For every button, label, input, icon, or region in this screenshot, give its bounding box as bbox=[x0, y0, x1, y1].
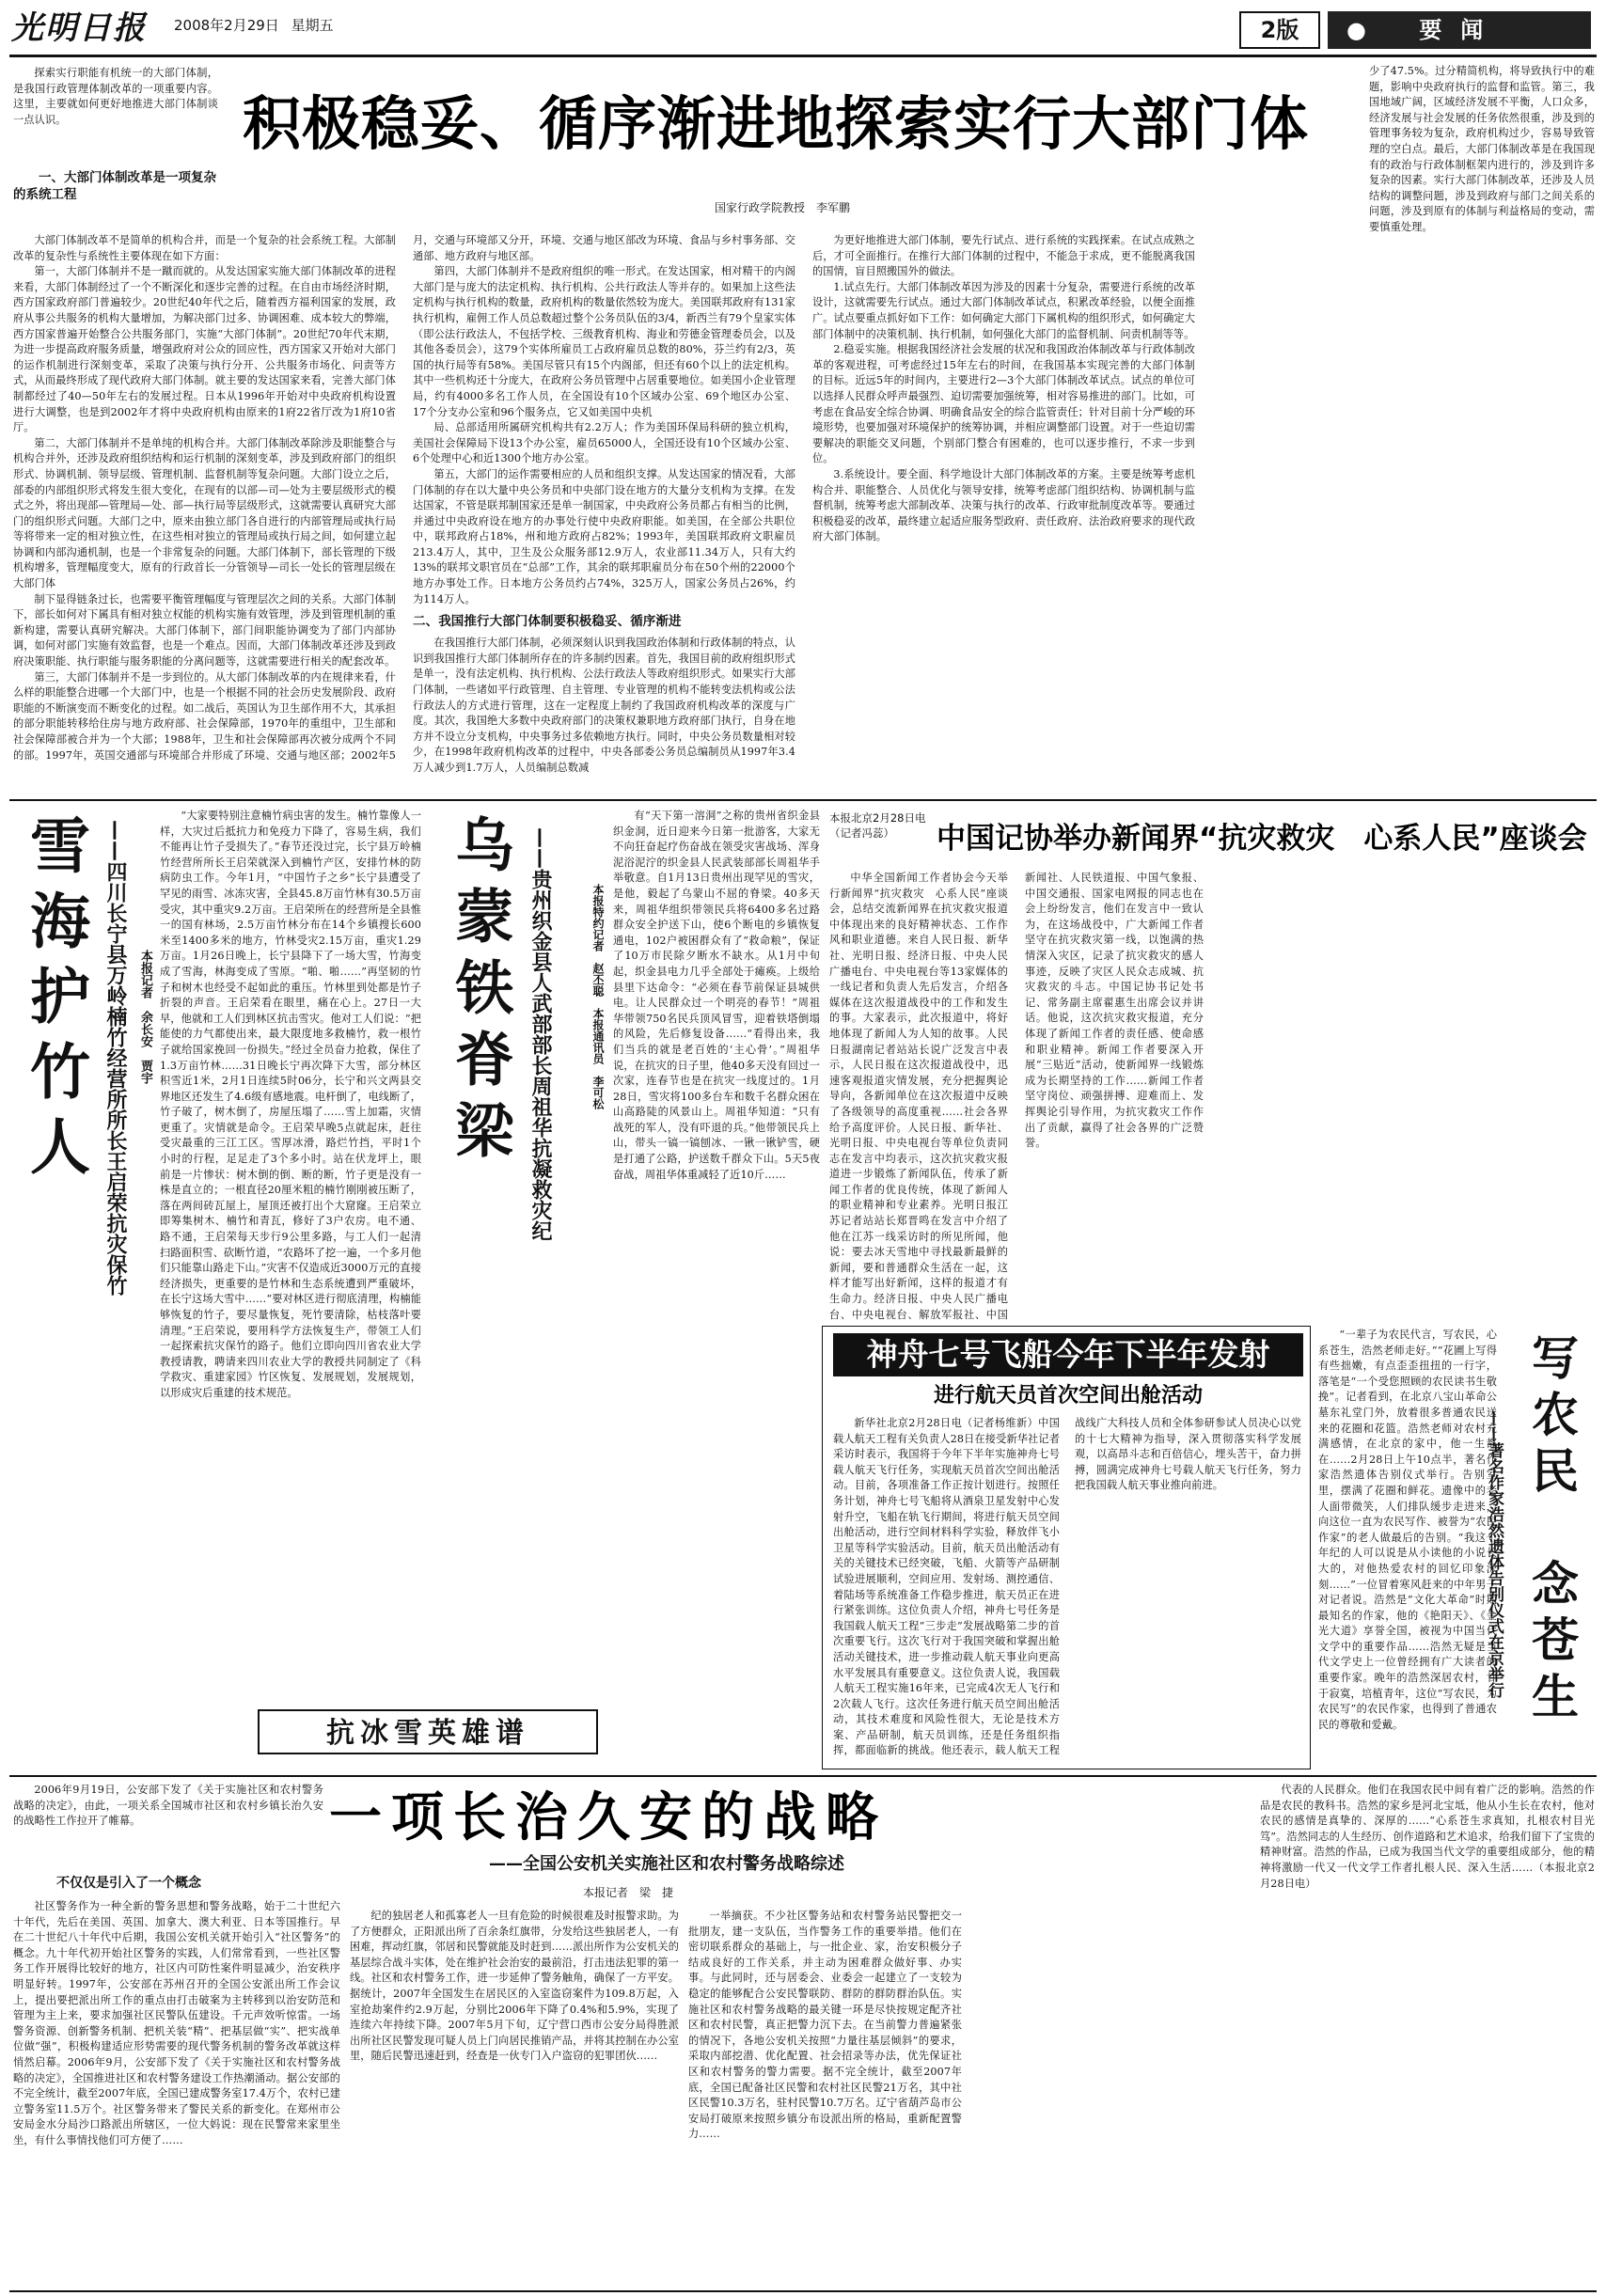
section-name: 要闻 bbox=[1419, 17, 1503, 43]
police-right-columns bbox=[688, 1909, 1251, 2288]
peasant-article-title: 写农民 念苍生 bbox=[1524, 1333, 1579, 1728]
issue-weekday: 星期五 bbox=[291, 17, 334, 34]
snow-article-byline: 本报记者 余长安 贾宇 bbox=[138, 950, 152, 1084]
lead-para: 3.系统设计。要全面、科学地设计大部门体制改革的方案。主要是统筹考虑机构合并、职能整合、人员优化与领导安排，统筹考虑部门组织结构、协调机制与监督机制，统筹考虑大部制改革、决策与执行的改革、行政审批制度改革等。要通过积极稳妥的改革，最终建立起适应服务型政府、责任政府、法治政府要求的现代政府大部门体制。 bbox=[812, 467, 1195, 543]
issue-date bbox=[174, 15, 381, 38]
meeting-article-body: 中华全国新闻工作者协会今天举行新闻界“抗灾救灾 心系人民”座谈会，总结交流新闻界在抗灾救灾报道中体现出来的良好精神状态、工作作风和职业道德。来自人民日报、新华社、光明日报、经济日报、中央人民广播电台、中央电视台等13家媒体的一线记者和负责人先后发言，介绍各媒体在这次报道战役中的工作和发生的事。大家表示，此次报道中，将好地体现了新闻人为人知的故事。人民日报湖南记者站站长说广泛发言中表示，人民日报在这次报道战役中，迅速客观报道灾情发展，充分把握舆论导向，各新闻单位在这次报道中反映了各级领导的高度重视……社会各界给予高度评价。人民日报、新华社、光明日报、中央电视台等单位负责同志在发言中均表示，这次抗灾救灾报道进一步锻炼了新闻队伍，传承了新闻工作者的优良传统，体现了新闻人的职业精神和专业素养。光明日报江苏记者站站长郑晋鸣在发言中介绍了他在江苏一线采访时的所见所闻，他说：要去冰天雪地中寻找最新最鲜的新闻，要和普通群众生活在一起，这样才能写出好新闻，这样的报道才有生命力。经济日报、中央人民广播电台、中央电视台、解放军报社、中国新闻社、人民铁道报、中国气象报、中国交通报、国家电网报的同志也在会上纷纷发言，他们在发言中一致认为，在这场战役中，广大新闻工作者坚守在抗灾救灾第一线，以饱满的热情深入灾区，记录了抗灾救灾的感人事迹，反映了灾区人民众志成城、抗灾救灾的斗志。中国记协书记处书记、常务副主席翟惠生出席会议并讲话。他说，这次抗灾救灾报道，充分体现了新闻工作者的责任感、使命感和职业精神。新闻工作者要深入开展“三贴近”活动，使新闻界一线锻炼成为长期坚持的工作……新闻工作者坚守岗位、顽强拼搏、迎难而上、发挥舆论引导作用，为抗灾救灾工作作出了贡献，赢得了社会各界的广泛赞誉。 bbox=[829, 872, 1204, 1321]
lead-para: 制下显得链条过长，也需要平衡管理幅度与管理层次之间的关系。大部门体制下，部长如何对下属具有相对独立权能的机构实施有效管理，涉及到管理机制的重新构建，需要认真研究解决。大部门体制下，部门间职能协调变为了部门内部协调，如何对部门实施有效监督，也是一个难点。因而，大部门体制改革还涉及到政府决策职能、执行职能与服务职能的分离问题等，这就需要进行相关的配套改革。 bbox=[13, 592, 396, 668]
lead-intro: 探索实行职能有机统一的大部门体制，是我国行政管理体制改革的一项重要内容。这里，主要就如何更好地推进大部门体制谈一点认识。 bbox=[13, 67, 218, 126]
wumeng-article-byline: 本报特约记者 赵丕聪 本报通讯员 李可松 bbox=[591, 884, 605, 1109]
wumeng-article-body: 有“天下第一溶洞”之称的贵州省织金县织金洞，近日迎来今日第一批游客，大家无不向狂奋起疗伤奋战在领受灾害战场、浑身泥浴泥泞的织金县人民武装部部长周祖华手举敬意。自1月13日贵州出现罕见的雪灾，是他，毅起了乌蒙山不屈的脊梁。40多天来，周祖华组织带领民兵将6400多名过路群众安全护送下山，使6个断电的乡镇恢复通电，102户被困群众有了“救命粮”，保证了10万市民除夕断水不缺水。从1月中旬起，织金县电力几乎全部处于瘫痪。上级给县里下达命令：“必须在春节前保证县城供电。让人民群众过一个明亮的春节！”周祖华带领750名民兵顶风冒雪，迎着铁塔倒塌的风险，先后修复设备……“看得出来，我们当兵的就是老百姓的‘主心骨’。”周祖华说，在抗灾的日子里，他40多天没有回过一次家，连春节也是在抗灾一线度过的。1月28日，雪灾将100多台车和数千名群众困在山高路陡的风景山上。周祖华知道：“只有战死的军人，没有吓退的兵。”他带领民兵上山，带头一镐一镐刨冰、一锹一锹铲雪，硬是打通了公路，护送数千群众下山。5天5夜奋战，周祖华体重减轻了近10斤…… bbox=[613, 810, 820, 1181]
lead-byline: 国家行政学院教授 李军鹏 bbox=[715, 201, 851, 214]
lead-subhead-2: 二、我国推行大部门体制要积极稳妥、循序渐进 bbox=[413, 614, 682, 630]
lead-col-top-right: 少了47.5%。过分精简机构，将导致执行中的难题，影响中央政府执行的监督和监管。第三，我国地域广阔，区域经济发展不平衡，人口众多，经济发展与社会发展的任务依然很重，涉及到的管理事务较为复杂，政府机构过少，容易导致管理的空白点。最后，大部门体制改革是在我国现有的政治与行政体制框架内进行的，涉及到许多复杂的因素。实行大部门体制改革，还涉及人员结构的调整问题，涉及到政府与部门之间关系的问题，涉及到原有的体制与利益格局的变动，需要慎重处理。 bbox=[1369, 65, 1595, 233]
lead-para: 为更好地推进大部门体制，要先行试点、进行系统的实践探索。在试点成熟之后，才可全面推行。在推行大部门体制的过程中，不能急于求成，更不能脱离我国的国情，盲目照搬国外的做法。 bbox=[812, 234, 1195, 278]
lead-subhead-1: 一、大部门体制改革是一项复杂的系统工程 bbox=[13, 170, 216, 202]
snow-article-subtitle: ——四川长宁县万岭楠竹经营所所长王启荣抗灾保竹 bbox=[103, 820, 127, 1296]
police-headline: 一项长治久安的战略 bbox=[329, 1786, 888, 1848]
wumeng-article-title: 乌蒙铁脊梁 bbox=[446, 814, 514, 1172]
masthead-rule bbox=[9, 55, 1597, 57]
lead-para: 第五，大部门的运作需要相应的人员和组织支撑。从发达国家的情况看，大部门体制的存在以大量中央公务员和中央部门设在地方的大量分支机构为支撑。在发达国家，不管是联邦制国家还是单一制国家，中央政府公务员都占有相当的比例，并通过中央政府设在地方的办事处行使中央政府职能。如美国，在全部公共职位中，联邦政府占18%，州和地方政府占82%；1993年，美国联邦政府文职雇员213.4万人，其中，卫生及公众服务部12.9万人，农业部11.34万人，只有大约13%的联邦文职官员在“总部”工作，其余的联邦职雇员分布在50个州的22000个地方办事处工作。日本地方公务员约占74%，325万人，国家公务员占26%，约为114万人。 bbox=[413, 467, 795, 605]
page-number: 2版 bbox=[1239, 11, 1320, 49]
lead-para: 1.试点先行。大部门体制改革因为涉及的因素十分复杂，需要进行系统的改革设计，这就需要先行试点。通过大部门体制改革试点，积累改革经验，以便全面推广。试点要重点抓好如下工作：如何确定大部门下属机构的组织形式，如何确定大部门体制中的决策机制、执行机制，如何强化大部门的监督机制、问责机制等等。 bbox=[812, 280, 1195, 340]
police-text-3-p: 一举摘获。不少社区警务站和农村警务站民警把交一批朋友，建一支队伍，当作警务工作的重要举措。他们在密切联系群众的基础上，与一批企业、家，治安积极分子结成良好的工作关系，并主动为困难群众做好事、办实事。与此同时，还与居委会、业委会一起建立了一支较为稳定的能够配合公安民警联防、群防的群防群治队伍。实施社区和农村警务战略的最关键一环是尽快按规定配齐社区和农村民警，真正把警力沉下去。在当前警力普遍紧张的情况下，各地公安机关按照“力量往基层倾斜”的要求，采取内部挖潜、优化配置、社会招录等办法，优先保证社区和农村警务的警力需要。据不完全统计，截至2007年底，全国已配备社区民警和农村社区民警21万名，其中社区民警10.3万名，驻村民警10.7万名。辽宁省葫芦岛市公安局打破原来按照乡镇分布设派出所的格局，重新配置警力…… bbox=[688, 1910, 962, 2141]
police-text-2-a: 纪的独居老人和孤寡老人一旦有危险的时候很难及时报警求助。为了方便群众，正阳派出所了百余条红旗带，分发给这些独居老人，一有困难，挥动红旗，邻居和民警就能及时赶到……派出所作为公安机关的基层综合战斗实体，处在维护社会治安的最前沿，打击违法犯罪的第一线。社区和农村警务工作，进一步延伸了警务触角，确保了一方平安。据统计，2007年全国发生在居民区的入室盗窃案件为109.8万起，入室抢劫案件约2.9万起，分别比2006年下降了0.4%和5.9%，实现了连续六年持续下降。2007年5月下旬，辽宁营口西市公安分局得胜派出所社区民警发现可疑人员上门向居民推销产品，并将其控制在办公室里，随后民警迅速赶到，经查是一伙专门入户盗窃的犯罪团伙…… bbox=[350, 1910, 679, 2063]
police-byline: 本报记者 梁 捷 bbox=[583, 1886, 674, 1899]
shenzhou-article-body: 新华社北京2月28日电（记者杨维新）中国载人航天工程有关负责人28日在接受新华社记者采访时表示，我国将于今年下半年实施神舟七号载人航天飞行任务，实现航天员首次空间出舱活动。目前，各项准备工作正按计划进行。按照任务计划，神舟七号飞船将从酒泉卫星发射中心发射升空，飞船在轨飞行期间，将进行航天员空间出舱活动，进行空间材料科学实验，释放伴飞小卫星等科学实验活动。目前，航天员出舱活动有关的关键技术已经突破，飞船、火箭等产品研制试验进展顺利，空间应用、发射场、测控通信、着陆场等系统准备工作稳步推进，航天员正在进行紧张训练。这位负责人介绍，神舟七号任务是我国载人航天工程“三步走”发展战略第二步的首次重要飞行。这次飞行对于我国突破和掌握出舱活动关键技术，进一步推动载人航天事业向更高水平发展具有重要意义。这位负责人说，我国载人航天工程实施16年来，已完成4次无人飞行和2次载人飞行。这次任务进行航天员空间出舱活动，其技术难度和风险性很大，无论是技术方案、产品研制，航天员训练，还是任务组织指挥，都面临新的挑战。他还表示，载人航天工程战线广大科技人员和全体参研参试人员决心以党的十七大精神为指导，深入贯彻落实科学发展观，以高昂斗志和百倍信心，埋头苦干，奋力拼搏，圆满完成神舟七号载人航天飞行任务，努力把我国载人航天事业推向前进。 bbox=[833, 1417, 1301, 1757]
lead-headline: 积极稳妥、循序渐进地探索实行大部门体 bbox=[243, 89, 1310, 158]
lead-para: 第二，大部门体制并不是单纯的机构合并。大部门体制改革除涉及职能整合与机构合并外，还涉及政府组织结构和运行机制的深刻变革，涉及到政府部门的组织形式、协调机制、领导层级、管理机制、监督机制等复杂问题。大部门设立之后，部委的内部组织形式将发生很大变化，在现有的以部—司—处为主要层级形式的模式之外，将出现部—管理局—处、部—执行局等层级形式，这就需要认真研究大部门的组织形式问题。大部门之中，原来由独立部门各自进行的内部管理局或执行局等将带来一定的相对独立性，在这些相对独立的管理局或执行局之间，如何建立起协调和内部沟通机制，也是一个非常复杂的问题。大部门体制下，部长管理的下级机构增多，管理幅度变大，原有的行政首长一分管领导—司长一处长的管理层级在大部门体 bbox=[13, 436, 396, 590]
lead-para: 局、总部适用所属研究机构共有2.2万人；作为美国环保局科研的独立机构，美国社会保障局下设13个办公室，雇员65000人，全国还设有10个区域办公室、6个处理中心和近1300个地方办公室。 bbox=[413, 421, 795, 465]
peasant-continued: 代表的人民群众。他们在我国农民中间有着广泛的影响。浩然的作品是农民的教科书。浩然的家乡是河北宝坻，他从小生长在农村，他对农民的感情是真挚的、深厚的……“心系苍生求真知，扎根农村目光笃”。浩然同志的人生经历、创作道路和艺术追求，给我们留下了宝贵的精神财富。浩然的作品，已成为我国当代文学的重要组成部分，他的精神将激励一代又一代文学工作者扎根人民、深入生活……（本报北京2月28日电） bbox=[1260, 1784, 1595, 1890]
meeting-dateline: 本报北京2月28日电（记者冯蕊） bbox=[829, 811, 926, 840]
newspaper-logo: 光明日报 bbox=[11, 9, 147, 47]
hero-banner: 抗冰雪英雄谱 bbox=[258, 1709, 598, 1754]
lead-para: 第四，大部门体制并不是政府组织的唯一形式。在发达国家，相对精干的内阁大部门是与庞大的法定机构、执行机构、公共行政法人等并存的。如果加上这些法定机构与执行机构的数量，政府机构的数量依然较为庞大。美国联邦政府有131家执行机构，雇佣工作人员总数超过整个公务员队伍的3/4，新西兰有79个皇家实体（即公法行政法人，不包括学校、三级教育机构、海业和劳德金管理委员会，以及其他各委员会），这79个实体所雇员工占政府雇员总数的80%，芬兰约有2/3，英国的执行局等有58%。美国尽管只有15个内阁部，但还有60个以上的法定机构。其中一些机构还十分庞大，在政府公务员管理中占居重要地位。如美国小企业管理局，约有4000多名工作人员，在全国设有10个区域办公室、69个地区办公室、17个分支办公室和96个服务点，它又如美国中央机 bbox=[413, 265, 795, 418]
lead-para: 在我国推行大部门体制，必须深刻认识到我国政治体制和行政体制的特点，认识到我国推行大部门体制所存在的许多制约因素。首先，我国目前的政府组织形式是单一，没有法定机构、执行机构、公法行政法人等政府组织形式。如果实行大部门体制，一些诸如平行政管理、自主管理、专业管理的机构不能转变法机构或公法行政法人的方式进行管理，这在一定程度上制约了我国政府机构改革的深度与广度。其次，我国绝大多数中央政府部门的决策权兼职地方政府部门执行，自身在地方并不设立分支机构，中央事务过多依赖地方执行。同时，中央公务员数量相对较少，在1998年政府机构改革的过程中，中央各部委公务员总编制员从1997年3.4万人减少到1.7万人，人员编制总数减 bbox=[413, 637, 795, 774]
meeting-headline: 中国记协举办新闻界“抗灾救灾 心系人民”座谈会 bbox=[937, 822, 1587, 856]
section-bullet: ● bbox=[1346, 17, 1366, 43]
wumeng-article-subtitle: ——贵州织金县人武部部长周祖华抗凝救灾纪 bbox=[528, 827, 552, 1241]
bottom-rule bbox=[9, 2290, 1597, 2292]
lead-para: 第一，大部门体制并不是一蹴而就的。从发达国家实施大部门体制改革的进程来看，大部门体制经过了一个不断深化和逐步完善的过程。在自由市场经济时期，西方国家政府部门普遍较少。20世纪40年代之后，随着西方福利国家的发展，政府从事公共服务的机构大量增加，为解决部门过多、协调困难、成本较大的弊端，西方国家普遍开始整合公共服务部门，实施“大部门体制”。20世纪70年代末期，为进一步提高政府服务质量，增强政府对公众的回应性，西方国家又开始对大部门的运作机制进行深刻变革，采取了决策与执行分开、公共服务市场化、问责等方式，从而最终形成了现代政府大部门体制。就主要的发达国家来看，完善大部门体制都经过了40—50年左右的发展过程。日本从1996年开始对中央政府机构设置进行大调整，也是到2002年才将中央政府机构由原来的1府22省厅改为1府10省厅。 bbox=[13, 265, 396, 434]
police-intro: 2006年9月19日，公安部下发了《关于实施社区和农村警务战略的决定》，由此，一项关系全国城市社区和农村乡镇长治久安的战略性工作拉开了帷幕。 bbox=[13, 1784, 323, 1828]
police-subhead-1: 不仅仅是引入了一个概念 bbox=[56, 1876, 201, 1891]
issue-date-value: 2008年2月29日 bbox=[174, 17, 279, 34]
shenzhou-headline: 神舟七号飞船今年下半年发射 bbox=[833, 1333, 1303, 1376]
lead-article-body bbox=[13, 233, 1595, 794]
lead-para: 大部门体制改革不是简单的机构合并，而是一个复杂的社会系统工程。大部制改革的复杂性与系统性主要体现在如下方面： bbox=[13, 234, 396, 262]
police-text-1: 社区警务作为一种全新的警务思想和警务战略，始于二十世纪六十年代，先后在美国、英国、加拿大、澳大利亚、日本等国推行。早在二十世纪八十年代中后期，我国公安机关就开始引入“社区警务”的概念。九十年代初开始社区警务的实践，人们常常看到，一些社区警务工作开展得比较好的地方，社区内可防性案件明显减少，治安秩序明显好转。1997年，公安部在苏州召开的全国公安派出所工作会议上，提出要把派出所工作的重点由打击破案为主转移到以治安防范和管理为主上来，要求加强社区民警队伍建设。千元声效听惊雷。一场警务资源、创新警务机制、把机关装“精”、把基层做“实”、把实战单位做“强”，积极构建适应形势需要的现代警务机制的警务改革就这样悄然启幕。2006年9月，公安部下发了《关于实施社区和农村警务战略的决定》，全国推进社区和农村警务建设工作热潮涌动。据公安部的不完全统计，截至2007年底，全国已建成警务室17.4万个，农村已建立警务室11.5万个。社区警务带来了警民关系的新变化。在郑州市公安局金水分局沙口路派出所辖区，一位大妈说：现在民警常来家里坐坐，有什么事情找他们可方便了…… bbox=[13, 1900, 340, 2147]
snow-article-body: “大家要特别注意楠竹病虫害的发生。楠竹靠像人一样，大灾过后抵抗力和免疫力下降了，容易生病，我们不能再让竹子受损失了。”春节还没过完，长宁县万岭楠竹经营所所长王启荣就深入到楠竹产区，安排竹林的防病防虫工作。今年1月，“中国竹子之乡”长宁县遭受了罕见的雨雪、冰冻灾害，全县45.8万亩竹林有30.5万亩受灾，其中重灾9.2万亩。王启荣所在的经营所是全县惟一的国有林场，2.5万亩竹林分布在14个乡镇搜长600米至1400多米的地方，竹林受灾2.15万亩，重灾1.29万亩。1月26日晚上，长宁县降下了一场大雪，竹海变成了雪海，林海变成了雪原。“啪、啪……”再坚韧的竹子和树木也经受不起如此的重压。竹林里到处都是竹子折裂的声音。王启荣看在眼里，痛在心上。27日一大早，他就和工人们到林区抗击雪灾。他对工人们说：“把能使的力气都使出来，最大限度地多救楠竹，救一根竹子就给国家挽回一份损失。”经过全员奋力抢救，保住了1.3万亩竹林……31日晚长宁再次降下大雪，部分林区积雪近1米，2月1日连续5时06分，长宁和兴文两县交界地区还发生了4.6级有感地震。电杆倒了，电线断了，竹子破了，树木倒了，房屋压塌了……雪上加霜，灾情更重了。灾情就是命令。王启荣早晚5点就起床，赶往受灾最重的三江工区。雪厚冰滑，路烂竹挡，平时1个小时的行程，足足走了3个多小时。站在伏龙坪上，眼前是一片惨状：树木倒的倒、断的断，竹子更是没有一株是直立的；一根直径20厘米粗的楠竹刚刚被压断了，落在两间砖瓦屋上，屋顶还被打出个大窟窿。王启荣立即筹集树木、楠竹和青瓦，修好了3户农房。电不通、路不通，王启荣每天步行9公里多路，与工人们一起清扫路面积雪、砍断竹道，“农路坏了挖一遍，一个多月他们只能靠山路走下山。”灾害不仅造成近3000万元的直接经济损失，更重要的是竹林和生态系统遭到严重破坏，在长宁这场大雪中……“要对林区进行彻底清理，构楠能够恢复的竹子，要尽量恢复，死竹要清除，枯枝落叶要清理。”王启荣说，要用科学方法恢复生产，带领工人们一起探索抗灾保竹的路子。他们立即向四川省农业大学教授请教，聘请来四川农业大学的教授共同制定了《科学救灾、重建家园》竹区恢复、发展规划，发展规划，以形成灾后重建的技术规范。 bbox=[160, 810, 421, 1399]
lead-bottom-rule bbox=[9, 799, 1597, 801]
lead-para: 第三，大部门体制并不是一步到位的。从大部门体制改革的内在规律来看，什么样的职能整合进哪一个大部门中，也是一个根据不同的社会历史发展阶段、政府职能的不断演变而不断变化的过程。如二战后，英国认为卫生部作用不大，其承担的部分职能转移给住房与地方政府部、社会保障部，1970年的重组中，卫生部和社会保障部被合并为一个大部；1988年，卫生和社会保障部再次被分成两个不同的部。1997年，英国交通部与环境部合并形成了环境、交通与地区部；2002年5月，交通与环境部又分开，环境、交通与地区部改为环境、食品与乡村事务部、交通部、地方政府与地区部。 bbox=[13, 234, 795, 762]
shenzhou-subhead: 进行航天员首次空间出舱活动 bbox=[933, 1384, 1203, 1407]
peasant-article-body: “一辈子为农民代言，写农民，心系苍生，浩然老师走好。”“花圃上写得有些拙嫩，有点歪歪扭扭的一行字，落笔是“一个受您照顾的农民读书生敬挽”。记者看到，在北京八宝山革命公墓东礼堂门外，放着很多普通农民送来的花圈和花篮。浩然老师对农村充满感情，在北京的家中，他一生都在……2月28日上午10点半，著名作家浩然遗体告别仪式举行。告别室里，摆满了花圈和鲜花。遗像中的老人面带微笑，人们排队缓步走进来，向这位一直为农民写作、被誉为“农民作家”的老人做最后的告别。“我这个年纪的人可以说是从小读他的小说长大的，对他热爱农村的回忆印象深刻……”一位冒着寒风赶来的中年男子对记者说。浩然是“文化大革命”时期最知名的作家，他的《艳阳天》、《金光大道》享誉全国，被视为中国当代文学中的重要作品……浩然无疑是当代文学史上一位曾经拥有广大读者的重要作家。晚年的浩然深居农村，甘于寂寞，培植青年，这位“写农民，为农民写”的农民作家，也得到了普通农民的尊敬和爱戴。 bbox=[1318, 1329, 1497, 1731]
section-label bbox=[1328, 11, 1591, 49]
snow-article-title: 雪海护竹人 bbox=[20, 814, 89, 1190]
middle-bottom-rule bbox=[9, 1775, 1597, 1777]
lead-para: 2.稳妥实施。根据我国经济社会发展的状况和我国政治体制改革与行政体制改革的客观进程，可考虑经过15年左右的时间，在我国基本实现完善的大部门体制的目标。近远5年的时间内，主要进行2—3个大部门体制改革试点。试点的单位可以选择人民群众呼声最强烈、迫切需要加强统筹，相对容易推进的部门。比如，可考虑在食品安全综合协调、明确食品安全的综合监管责任；针对目前十分严峻的环境形势，也要加强对环境保护的统筹协调，并相应调整部门设置。对于一些迫切需要解决的职能交叉问题，个别部门整合有困难的，也可以逐步推行，不求一步到位。 bbox=[812, 343, 1195, 465]
police-subtitle: ——全国公安机关实施社区和农村警务战略综述 bbox=[489, 1854, 844, 1874]
peasant-article-subtitle: ——著名作家浩然遗体告别仪式在京举行 bbox=[1485, 1410, 1504, 1698]
